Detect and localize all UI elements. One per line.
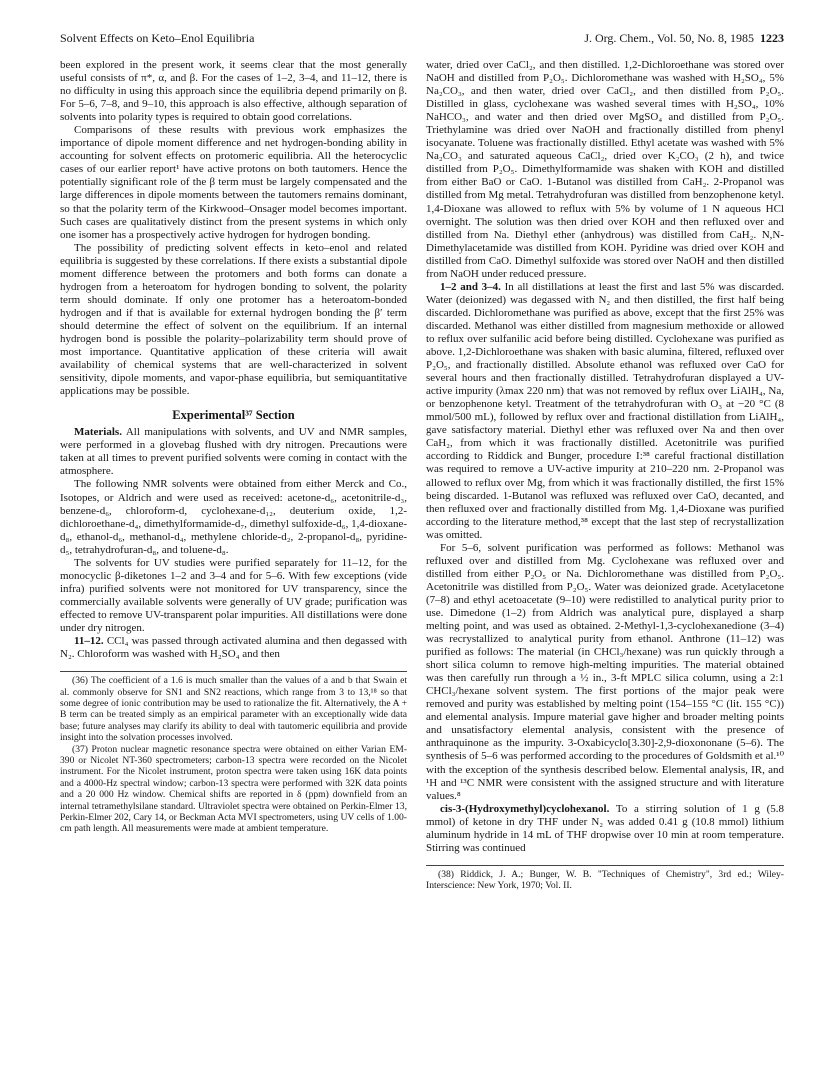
paragraph: [60, 635, 407, 661]
paragraph-lead: cis-3-(Hydroxymethyl)cyclohexanol.: [440, 802, 610, 815]
paragraph: been explored in the present work, it seems clear that the most generally useful consists of π*, α, and β. For the cases of 1–2, 3–4, and 11–12, there is no difficulty in using this approach since the equilibria depend primarily on β. For 5–6, 7–8, and 9–10, this approach is also effective, although separation of solvents into polarity types is required to obtain good correlations.: [60, 59, 407, 124]
paragraph-lead: 1–2 and 3–4.: [440, 280, 501, 293]
section-heading: Experimental³⁷ Section: [172, 408, 295, 423]
paragraph: The following NMR solvents were obtained from either Merck and Co., Isotopes, or Aldrich and were used as received: acetone-d₆, acetonitrile-d₃, benzene-d₆, chloroform-d, cyclohexane-d₁₂, deuterium oxide, 1,2-dichloroethane-d₄, dimethylformamide-d₇, dimethyl sulfoxide-d₆, 1,4-dioxane-d₈, ethanol-d₆, methanol-d₄, methylene chloride-d₂, 2-propanol-d₈, pyridine-d₅, tetrahydrofuran-d₈, and toluene-d₈.: [60, 478, 407, 556]
journal-citation: [584, 30, 784, 46]
footnote: (38) Riddick, J. A.; Bunger, W. B. "Techniques of Chemistry", 3rd ed.; Wiley-Interscience: New York, 1970; Vol. II.: [426, 868, 784, 892]
paragraph-text: CCl₄ was passed through activated alumina and then degassed with N₂. Chloroform was washed with H₂SO₄ and then: [60, 635, 407, 661]
paragraph-text: All manipulations with solvents, and UV and NMR samples, were performed in a glovebag flushed with dry nitrogen. Precautions were taken at all times to prevent purified solvents were coming in contact with the atmosphere.: [60, 426, 407, 478]
footnote: (37) Proton nuclear magnetic resonance spectra were obtained on either Varian EM-390 or Nicolet NT-360 spectrometers; carbon-13 spectra were recorded on the Nicolet instrument. For the Nicolet instrument, proton spectra were taken using 16K data points and a 4000-Hz spectral window; carbon-13 spectra were performed with 32K data points and a 20 000 Hz window. Chemical shifts are reported in δ (ppm) downfield from an internal tetramethylsilane standard. Ultraviolet spectra were obtained on Perkin-Elmer 13, Perkin-Elmer 202, Cary 14, or Beckman Acta MVI spectrometers, using UV cells of 1.00-cm path length. All measurements were made at ambient temperature.: [60, 743, 407, 835]
footnotes: [426, 865, 784, 892]
paragraph: [426, 281, 784, 542]
running-title: Solvent Effects on Keto–Enol Equilibria: [60, 31, 255, 45]
footnote: (36) The coefficient of a 1.6 is much smaller than the values of a and b that Swain et al. commonly observe for SN1 and SN2 reactions, which range from 3 to 13,¹⁸ so that some degree of ionic contribution may be used to rationalize the fit. Alternatively, the A + B term can be treated simply as an empirical parameter with an exceptionally wide data base; future analyses may clarify its ability to deal with tautomeric equilibria and provide insight into the solvation processes involved.: [60, 675, 407, 744]
paragraph: For 5–6, solvent purification was performed as follows: Methanol was refluxed over and distilled from Mg. Cyclohexane was refluxed over and distilled from either P₂O₅ or Na. Dichloromethane was distilled from P₂O₅. Acetonitrile was distilled from P₂O₅. Water was deionized grade. Acetylacetone (7–8) and ethyl acetoacetate (9–10) were redistilled to analytical purity prior to use. Dimedone (1–2) from Aldrich was analytical pure, displayed a sharp melting point, and was used as obtained. 2-Methyl-1,3-cyclohexanedione (3–4) was recrystallized to analytical purity from ethanol. Anthrone (11–12) was purified as follows: The material (in CHCl₃/hexane) was run quickly through a short silica column to remove high-melting impurities. The material obtained was then carefully run through a ½ in., 3-ft MPLC silica column, using a 2:1 CHCl₃/hexane solvent system. The first portions of the major peak were removed and purity was established by melting point (154–155 °C (lit. 155 °C)) and elemental analysis. Impure material gave higher and broader melting points and unsatisfactory elemental analysis, consistent with the presence of anthraquinone as the impurity. 3-Oxabicyclo[3.30]-2,9-dioxononane (5–6). The synthesis of 5–6 was performed according to the procedures of Goldsmith et al.¹⁰ with the exception of the synthesis described below. Elemental analysis, IR, and ¹H and ¹³C NMR were consistent with the assigned structure and with literature values.⁸: [426, 541, 784, 802]
paragraph-text: To a stirring solution of 1 g (5.8 mmol) of ketone in dry THF under N₂ was added 0.41 g (10.8 mmol) lithium aluminum hydride in 14 mL of THF dropwise over 10 min at room temperature. Stirring was continued: [426, 802, 784, 854]
paragraph: water, dried over CaCl₂, and then distilled. 1,2-Dichloroethane was stored over NaOH and distilled from P₂O₅. Dichloromethane was washed with H₂SO₄, 5% Na₂CO₃, and then water, dried over CaCl₂, and then distilled from P₂O₅. Distilled in glass, cyclohexane was washed several times with H₂SO₄, 10% NaHCO₃, and water and then dried over MgSO₄ and distilled from P₂O₅. Triethylamine was dried over NaOH and fractionally distilled from phenyl isocyanate. Toluene was fractionally distilled. Ethyl acetate was washed with 5% Na₂CO₃ and saturated aqueous CaCl₂, dried over K₂CO₃ (2 h), and twice distilled from P₂O₅. Dimethylformamide was shaken with KOH and distilled from either BaO or CaO. 1-Butanol was distilled from CaH₂. 2-Propanol was distilled from Mg metal. Tetrahydrofuran was distilled from benzophenone ketyl. 1,4-Dioxane was allowed to reflux with 5% by volume of 1 N aqueous HCl overnight. The solution was then dried over KOH and then refluxed over and distilled from Na. Diethyl ether (anhydrous) was distilled from CaH₂. N,N-Dimethylacetamide was distilled from KOH. Pyridine was dried over KOH and distilled from CaO. Dimethyl sulfoxide was stored over NaOH and then distilled from NaOH under reduced pressure.: [426, 59, 784, 280]
paragraph: Comparisons of these results with previous work emphasizes the importance of dipole moment difference and net hydrogen-bonding ability in accounting for solvent effects on protomeric equilibria. All the heterocyclic cases of our earlier report¹ have active protons on both tautomers. Hence the potentially significant role of the β term must be largely compensated and the large differences in dipole moments between the tautomers remains dominant, so that the polarity term of the Kirkwood–Onsager model becomes important. Such cases are qualitatively distinct from the present systems in which only one isomer has a prospectively active hydrogen for hydrogen bonding.: [60, 124, 407, 241]
journal-name: J. Org. Chem., Vol. 50, No. 8, 1985: [584, 31, 754, 45]
paragraph-text: In all distillations at least the first and last 5% was discarded. Water (deionized) was degassed with N₂ and then distilled, the first half being discarded. Dichloromethane was purified as above, except that the first 25% was discarded. Methanol was either distilled from magnesium methoxide or allowed to reflux over sulfanilic acid before being distilled. Cyclohexane was purified as above. 1,2-Dichloroethane was shaken with basic alumina, filtered, refluxed over P₂O₅, and fractionally distilled. Absolute ethanol was refluxed over CaO for several hours and then fractionally distilled. Tetrahydrofuran displayed a UV-active impurity (λmax 220 nm) that was not removed by reflux over LiAlH₄, Na, or benzophenone ketyl. Treatment of the tetrahydrofuran with O₃ at −20 °C (8 mmol/500 mL), followed by reflux over and fractional distillation from LiAlH₄, gave satisfactory material. Diethyl ether was refluxed over Na and then over CaH₂, from which it was fractionally distilled. Acetonitrile was purified according to Riddick and Bunger, procedure I:³⁸ careful fractional distillation was required to remove a UV-active impurity at 210–220 nm. 2-Propanol was allowed to reflux over Mg, from which it was fractionally distilled, the first 15% being discarded. 1-Butanol was refluxed was refluxed over CaO, decanted, and then refluxed over and fractionally distilled from Mg. 1,4-Dioxane was purified according to the literature method,³⁸ except that the last step of recrystallization was omitted.: [426, 280, 784, 541]
paragraph: [426, 803, 784, 855]
right-column: [426, 59, 784, 1059]
footnotes: [60, 671, 407, 835]
running-head: [60, 30, 784, 46]
paragraph-lead: Materials.: [74, 426, 122, 439]
left-column: [60, 59, 407, 1059]
paragraph: The solvents for UV studies were purified separately for 11–12, for the monocyclic β-diketones 1–2 and 3–4 and for 5–6. With few exceptions (vide infra) purified solvents were not monitored for UV transparency, since the commercially available solvents were generally of UV grade; purification was effected to remove UV-transparent polar impurities. All distillations were done under dry nitrogen.: [60, 556, 407, 634]
page-number: 1223: [760, 31, 784, 45]
paragraph: [60, 426, 407, 478]
paragraph-lead: 11–12.: [74, 635, 104, 648]
paragraph: The possibility of predicting solvent effects in keto–enol and related equilibria is suggested by these correlations. If there exists a substantial dipole moment difference between the protomers and both forms can donate a hydrogen from a heteroatom for hydrogen bonding to solvent, the polarity term should dominate. If only one protomer has a heteroatom-bonded hydrogen and if that is available for external hydrogen bonding the β′ term should determine the effect of solvent on the equilibrium. If an internal hydrogen bond is possible the polarity–polarizability term should prove of most importance. Quantitative application of these criteria will await availability of chemical systems that are well-characterized in solvent sensitivity, dipole moments, and vapor-phase equilibria, but semiquantitative applications may be possible.: [60, 241, 407, 398]
